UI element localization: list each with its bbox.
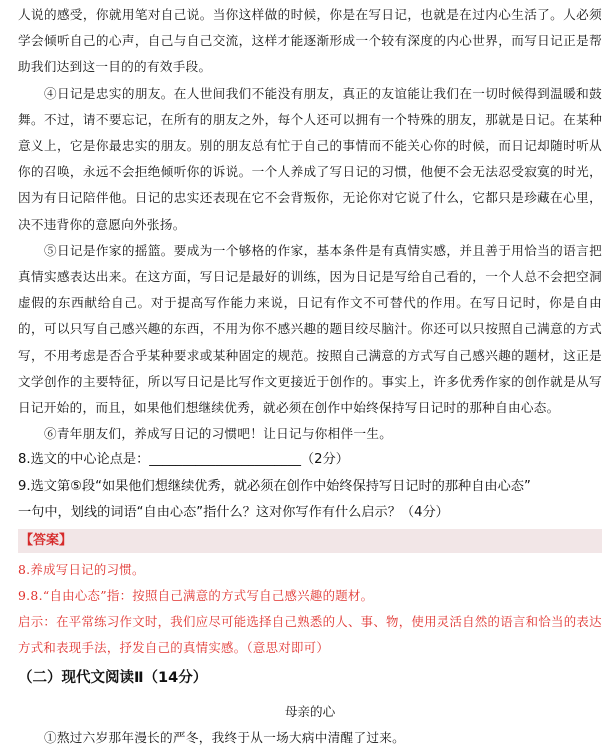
question-9-line-2: 一句中，划线的词语“自由心态”指什么？这对你写作有什么启示？（4分） bbox=[18, 505, 449, 521]
answer-9-inspiration: 启示：在平常练习作文时，我们应尽可能选择自己熟悉的人、事、物，使用灵活自然的语言和恰当的表达方式和表现手法，抒发自己的真情实感。（意思对即可） bbox=[18, 613, 602, 655]
section-heading: （二）现代文阅读Ⅱ（14分） bbox=[18, 669, 208, 686]
paragraph-3-continued: 人说的感受，你就用笔对自己说。当你这样做的时候，你是在写日记，也就是在过内心生活了。人必须学会倾听自己的心声，自己与自己交流，这样才能逐渐形成一个较有深度的内心世界，而写日记正是帮助我们达到这一目的的有效手段。 bbox=[18, 7, 602, 75]
article-first-line: ①熬过六岁那年漫长的严冬，我终于从一场大病中清醒了过来。 bbox=[44, 729, 406, 745]
answer-label: 【答案】 bbox=[18, 529, 602, 553]
article-title: 母亲的心 bbox=[284, 703, 336, 719]
answer-9: 9.8.“自由心态”指：按照自己满意的方式写自己感兴趣的题材。 bbox=[18, 587, 374, 603]
question-9-line-1: 9.选文第⑤段“如果他们想继续优秀，就必须在创作中始终保持写日记时的那种自由心态” bbox=[18, 478, 531, 494]
paragraph-6: ⑥青年朋友们，养成写日记的习惯吧！让日记与你相伴一生。 bbox=[44, 426, 393, 442]
paragraph-5: ⑤日记是作家的摇篮。要成为一个够格的作家，基本条件是有真情实感，并且善于用恰当的语言把真情实感表达出来。在这方面，写日记是最好的训练，因为日记是写给自己看的，一个人总不会把空洞虚假的东西献给自己。对于提高写作能力来说，日记有作文不可替代的作用。在写日记时，你是自由的，可以只写自己感兴趣的东西，不用为你不感兴趣的题目绞尽脑汁。你还可以只按照自己满意的方式写，不用考虑是否合乎某种要求或某种固定的规范。按照自己满意的方式写自己感兴趣的题材，这正是文学创作的主要特征，所以写日记是比写作文更接近于创作的。事实上，许多优秀作家的创作就是从写日记开始的，而且，如果他们想继续优秀，就必须在创作中始终保持写日记时的那种自由心态。 bbox=[18, 242, 602, 416]
answer-8: 8.养成写日记的习惯。 bbox=[18, 561, 145, 577]
paragraph-4: ④日记是忠实的朋友。在人世间我们不能没有朋友，真正的友谊能让我们在一切时候得到温暖和鼓舞。不过，请不要忘记，在所有的朋友之外，每个人还可以拥有一个特殊的朋友，那就是日记。在某种意义上，它是你最忠实的朋友。别的朋友总有忙于自己的事情而不能关心你的时候，而日记却随时听从你的召唤，永远不会拒绝倾听你的诉说。一个人养成了写日记的习惯，他便不会无法忍受寂寞的时光，因为有日记陪伴他。日记的忠实还表现在它不会背叛你，无论你对它说了什么，它都只是珍藏在心里，决不违背你的意愿向外张扬。 bbox=[18, 85, 602, 232]
question-8: 8.选文的中心论点是：_______________________（2分） bbox=[18, 452, 349, 468]
